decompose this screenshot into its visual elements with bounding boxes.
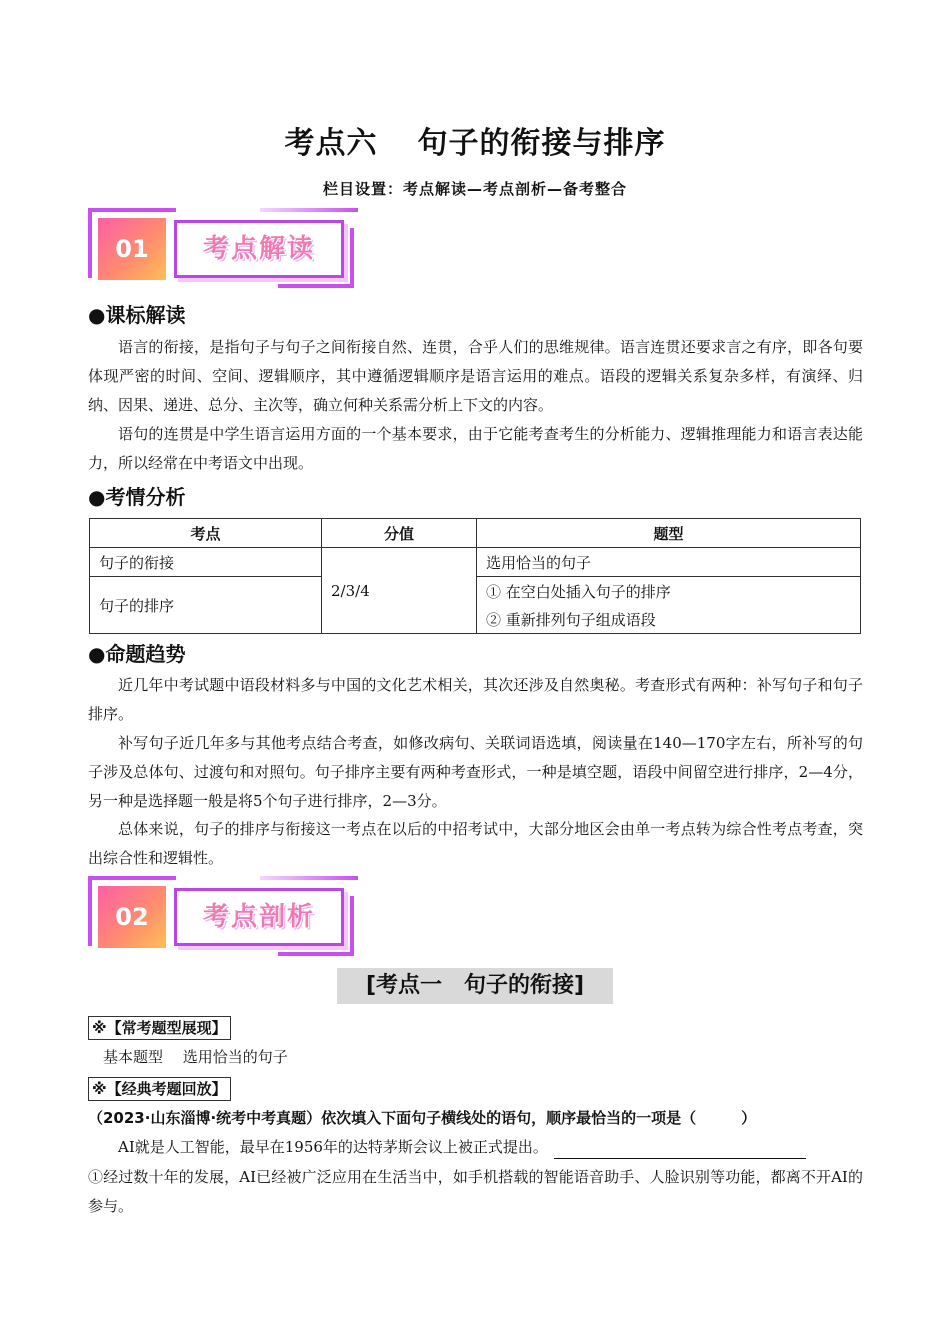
cell-point: 句子的衔接 <box>90 548 322 577</box>
curriculum-paragraph-1: 语言的衔接，是指句子与句子之间衔接自然、连贯，合乎人们的思维规律。语言连贯还要求言之有序，即各句要体现严密的时间、空间、逻辑顺序，其中遵循逻辑顺序是语言运用的难点。语段的逻辑关系复杂多样，有演绎、归纳、因果、递进、总分、主次等，确立何种关系需分析上下文的内容。 <box>88 338 863 414</box>
table-row <box>90 548 861 577</box>
question-stem: （2023·山东淄博·统考中考真题）依次填入下面句子横线处的语句，顺序最恰当的一项是（ ） <box>88 1109 757 1127</box>
curriculum-heading: ●课标解读 <box>88 303 186 327</box>
exam-analysis-table <box>89 518 861 634</box>
analysis-heading: ●考情分析 <box>88 485 186 509</box>
page-title <box>0 118 950 162</box>
column-settings: 栏目设置：考点解读—考点剖析—备考整合 <box>322 180 627 198</box>
question-passage <box>118 1135 806 1159</box>
section-number: 01 <box>98 218 166 280</box>
cell-point: 句子的排序 <box>90 577 322 634</box>
trend-heading: ●命题趋势 <box>88 642 186 666</box>
cell-type: ② 重新排列句子组成语段 <box>477 605 861 634</box>
section-number: 02 <box>98 886 166 948</box>
header-type: 题型 <box>477 519 861 548</box>
header-point: 考点 <box>90 519 322 548</box>
section-banner-1 <box>88 208 358 288</box>
point-title: [考点一 句子的衔接] <box>337 968 613 1004</box>
common-types-tag: ※【常考题型展现】 <box>88 1016 231 1040</box>
header-score: 分值 <box>322 519 477 548</box>
basic-type-line: 基本题型 选用恰当的句子 <box>103 1048 288 1066</box>
title-part-2: 句子的衔接与排序 <box>417 126 666 161</box>
section-banner-2 <box>88 876 358 956</box>
title-part-1: 考点六 <box>284 126 378 161</box>
table-header-row <box>90 519 861 548</box>
section-label: 考点解读 <box>174 220 344 278</box>
answer-blank <box>554 1142 806 1159</box>
cell-type: 选用恰当的句子 <box>477 548 861 577</box>
cell-type: ① 在空白处插入句子的排序 <box>477 577 861 606</box>
section-label: 考点剖析 <box>174 888 344 946</box>
cell-score: 2/3/4 <box>322 548 477 634</box>
trend-paragraph-1: 近几年中考试题中语段材料多与中国的文化艺术相关，其次还涉及自然奥秘。考查形式有两种：补写句子和句子排序。 <box>88 676 863 723</box>
passage-text: AI就是人工智能，最早在1956年的达特茅斯会议上被正式提出。 <box>118 1138 548 1156</box>
curriculum-paragraph-2: 语句的连贯是中学生语言运用方面的一个基本要求，由于它能考查考生的分析能力、逻辑推理能力和语言表达能力，所以经常在中考语文中出现。 <box>88 425 863 472</box>
trend-paragraph-2: 补写句子近几年多与其他考点结合考查，如修改病句、关联词语选填，阅读量在140—170字左右，所补写的句子涉及总体句、过渡句和对照句。句子排序主要有两种考查形式，一种是填空题，语段中间留空进行排序，2—4分，另一种是选择题一般是将5个句子进行排序，2—3分。 <box>88 734 863 810</box>
classic-questions-tag: ※【经典考题回放】 <box>88 1077 231 1101</box>
trend-paragraph-3: 总体来说，句子的排序与衔接这一考点在以后的中招考试中，大部分地区会由单一考点转为综合性考点考查，突出综合性和逻辑性。 <box>88 820 863 867</box>
option-sentence-1: ①经过数十年的发展，AI已经被广泛应用在生活当中，如手机搭载的智能语音助手、人脸识别等功能，都离不开AI的参与。 <box>88 1168 863 1215</box>
